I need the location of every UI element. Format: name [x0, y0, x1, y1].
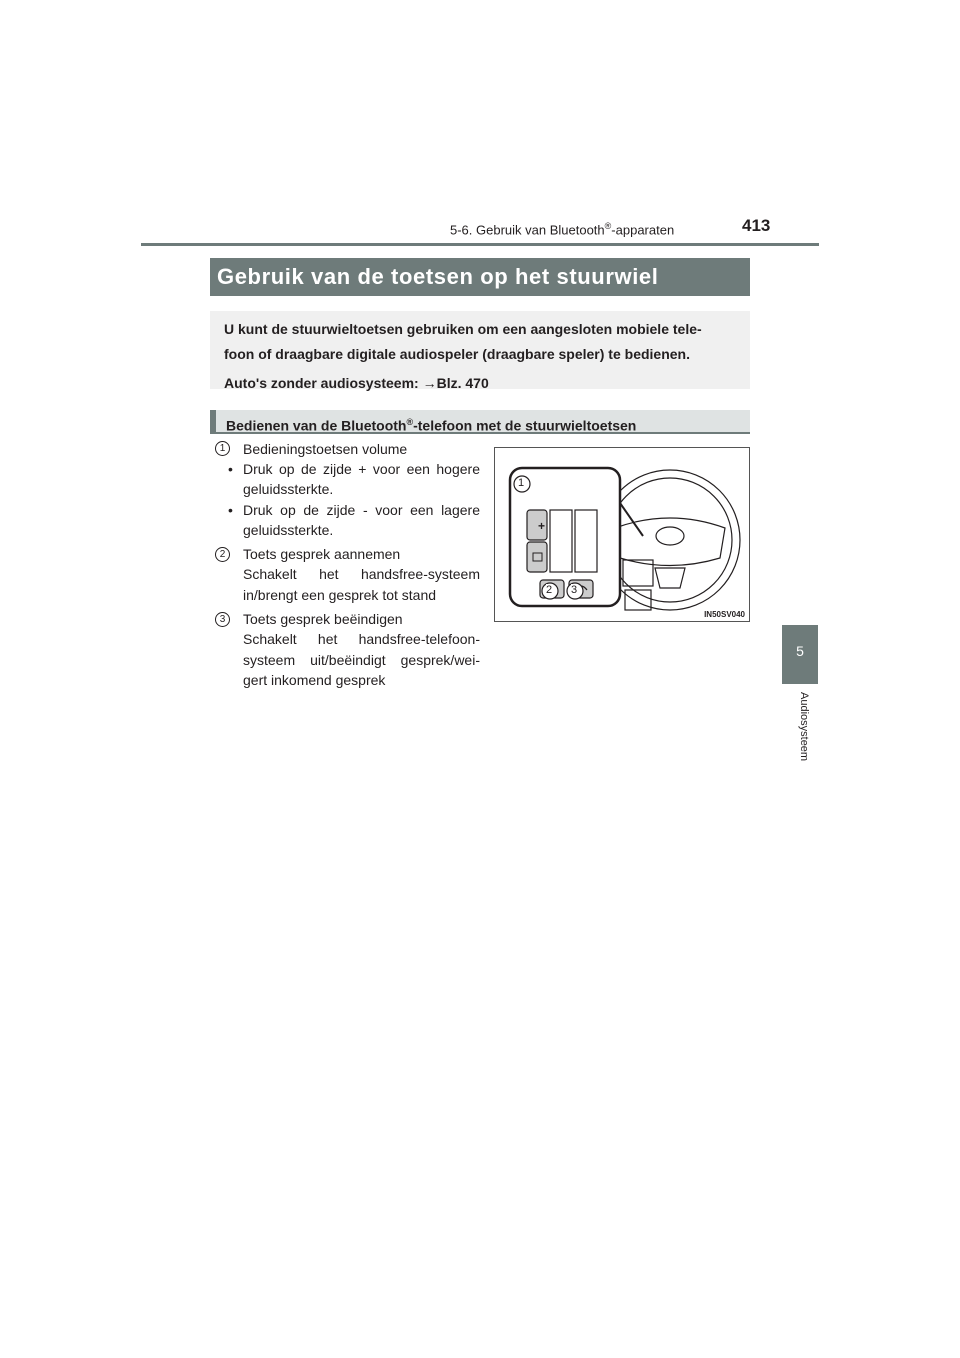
item-title: Toets gesprek beëindigen — [243, 611, 403, 627]
item-text: systeem uit/beëindigt gesprek/wei- — [243, 652, 480, 668]
arrow-icon: → — [422, 375, 437, 391]
item-title: Toets gesprek aannemen — [243, 546, 401, 562]
bullet-icon: • — [228, 461, 233, 477]
callout-2: 2 — [546, 584, 553, 596]
intro-ref — [224, 371, 736, 396]
figure-code: IN50SV040 — [704, 610, 745, 619]
section-header — [450, 221, 674, 237]
bullet-icon: • — [228, 502, 233, 518]
section-text: 5-6. Gebruik van Bluetooth — [450, 222, 605, 238]
bullet-text: Druk op de zijde - voor een lagere — [243, 502, 480, 518]
section-suffix: -apparaten — [611, 222, 675, 238]
intro-line: U kunt de stuurwieltoetsen gebruiken om een aangesloten mobiele tele- — [224, 321, 702, 337]
chapter-tab[interactable]: 5 — [782, 625, 818, 684]
subheading-text: Bedienen van de Bluetooth — [226, 417, 407, 434]
plus-icon: + — [538, 519, 546, 533]
registered-mark: ® — [604, 221, 612, 231]
item-text: in/brengt een gesprek tot stand — [243, 587, 437, 603]
item-number: 3 — [215, 612, 230, 627]
subheading-suffix: -telefoon met de stuurwieltoetsen — [413, 417, 637, 434]
item-title: Bedieningstoetsen volume — [243, 441, 408, 457]
callout-1: 1 — [518, 477, 525, 489]
item-text: gert inkomend gesprek — [243, 672, 386, 688]
steering-switch-illustration — [494, 447, 750, 622]
item-number: 1 — [215, 441, 230, 456]
chapter-tab-label: Audiosysteem — [798, 692, 810, 762]
ref-prefix: Auto's zonder audiosysteem: — [224, 375, 423, 391]
bullet-text: geluidssterkte. — [243, 522, 334, 538]
callout-3: 3 — [571, 584, 578, 596]
intro-line: foon of draagbare digitale audiospeler (draagbare speler) te bedienen. — [224, 346, 690, 362]
item-text: Schakelt het handsfree-telefoon- — [243, 631, 480, 647]
item-text: Schakelt het handsfree-systeem — [243, 566, 480, 582]
intro-box — [210, 311, 750, 389]
page-title: Gebruik van de toetsen op het stuurwiel — [210, 258, 750, 296]
item-number: 2 — [215, 547, 230, 562]
bullet-text: geluidssterkte. — [243, 481, 334, 497]
subheading — [210, 410, 750, 434]
page-ref-link[interactable]: Blz. 470 — [436, 375, 489, 391]
bullet-text: Druk op de zijde + voor een hogere — [243, 461, 480, 477]
header-divider — [141, 243, 819, 246]
registered-mark: ® — [406, 417, 414, 427]
steering-wheel-drawing — [495, 448, 749, 621]
page-number: 413 — [742, 216, 771, 235]
